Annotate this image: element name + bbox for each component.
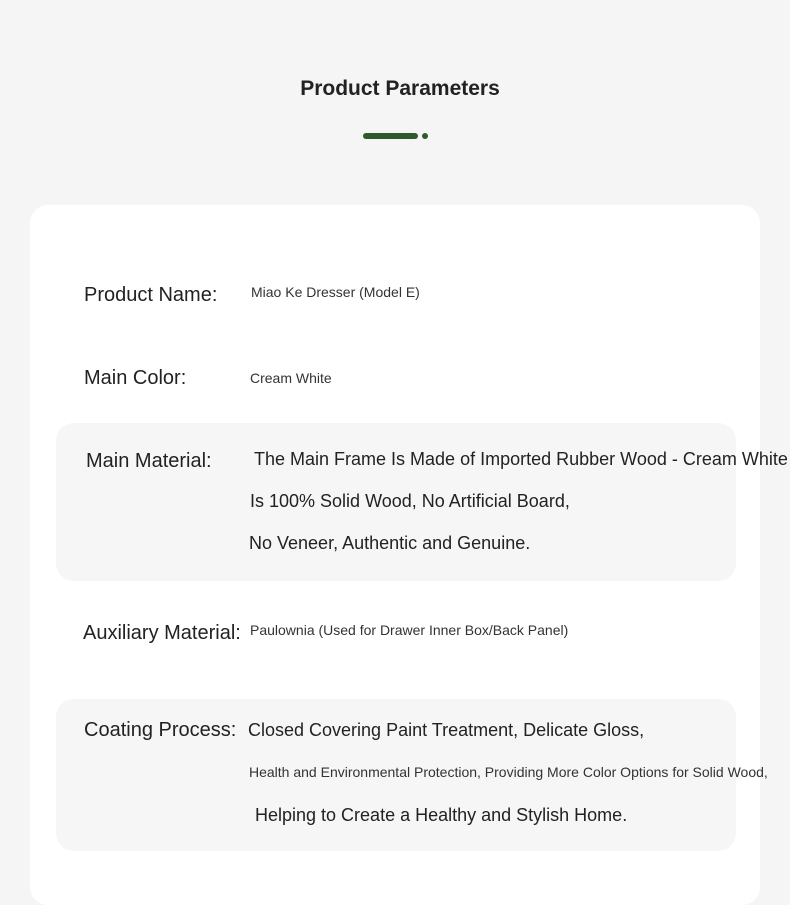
main-color-value: Cream White	[250, 370, 332, 386]
auxiliary-material-value: Paulownia (Used for Drawer Inner Box/Back Panel)	[250, 622, 569, 638]
divider-bar	[363, 133, 418, 139]
auxiliary-material-label: Auxiliary Material:	[83, 622, 241, 644]
main-material-line-3: No Veneer, Authentic and Genuine.	[249, 533, 531, 553]
section-header	[0, 0, 790, 180]
coating-process-label: Coating Process:	[84, 719, 237, 741]
divider-dot	[422, 133, 428, 139]
coating-process-line-3: Helping to Create a Healthy and Stylish Home.	[255, 805, 628, 825]
main-material-label: Main Material:	[86, 450, 212, 472]
product-name-label: Product Name:	[84, 284, 218, 306]
product-name-value: Miao Ke Dresser (Model E)	[251, 284, 420, 300]
main-color-label: Main Color:	[84, 367, 187, 389]
main-material-line-1: The Main Frame Is Made of Imported Rubber Wood - Cream White	[254, 449, 788, 469]
main-material-line-2: Is 100% Solid Wood, No Artificial Board,	[250, 491, 570, 511]
coating-process-line-1: Closed Covering Paint Treatment, Delicate Gloss,	[248, 720, 645, 740]
coating-process-line-2: Health and Environmental Protection, Providing More Color Options for Solid Wood,	[249, 764, 768, 780]
page-title: Product Parameters	[300, 77, 500, 100]
title-divider	[363, 133, 433, 139]
